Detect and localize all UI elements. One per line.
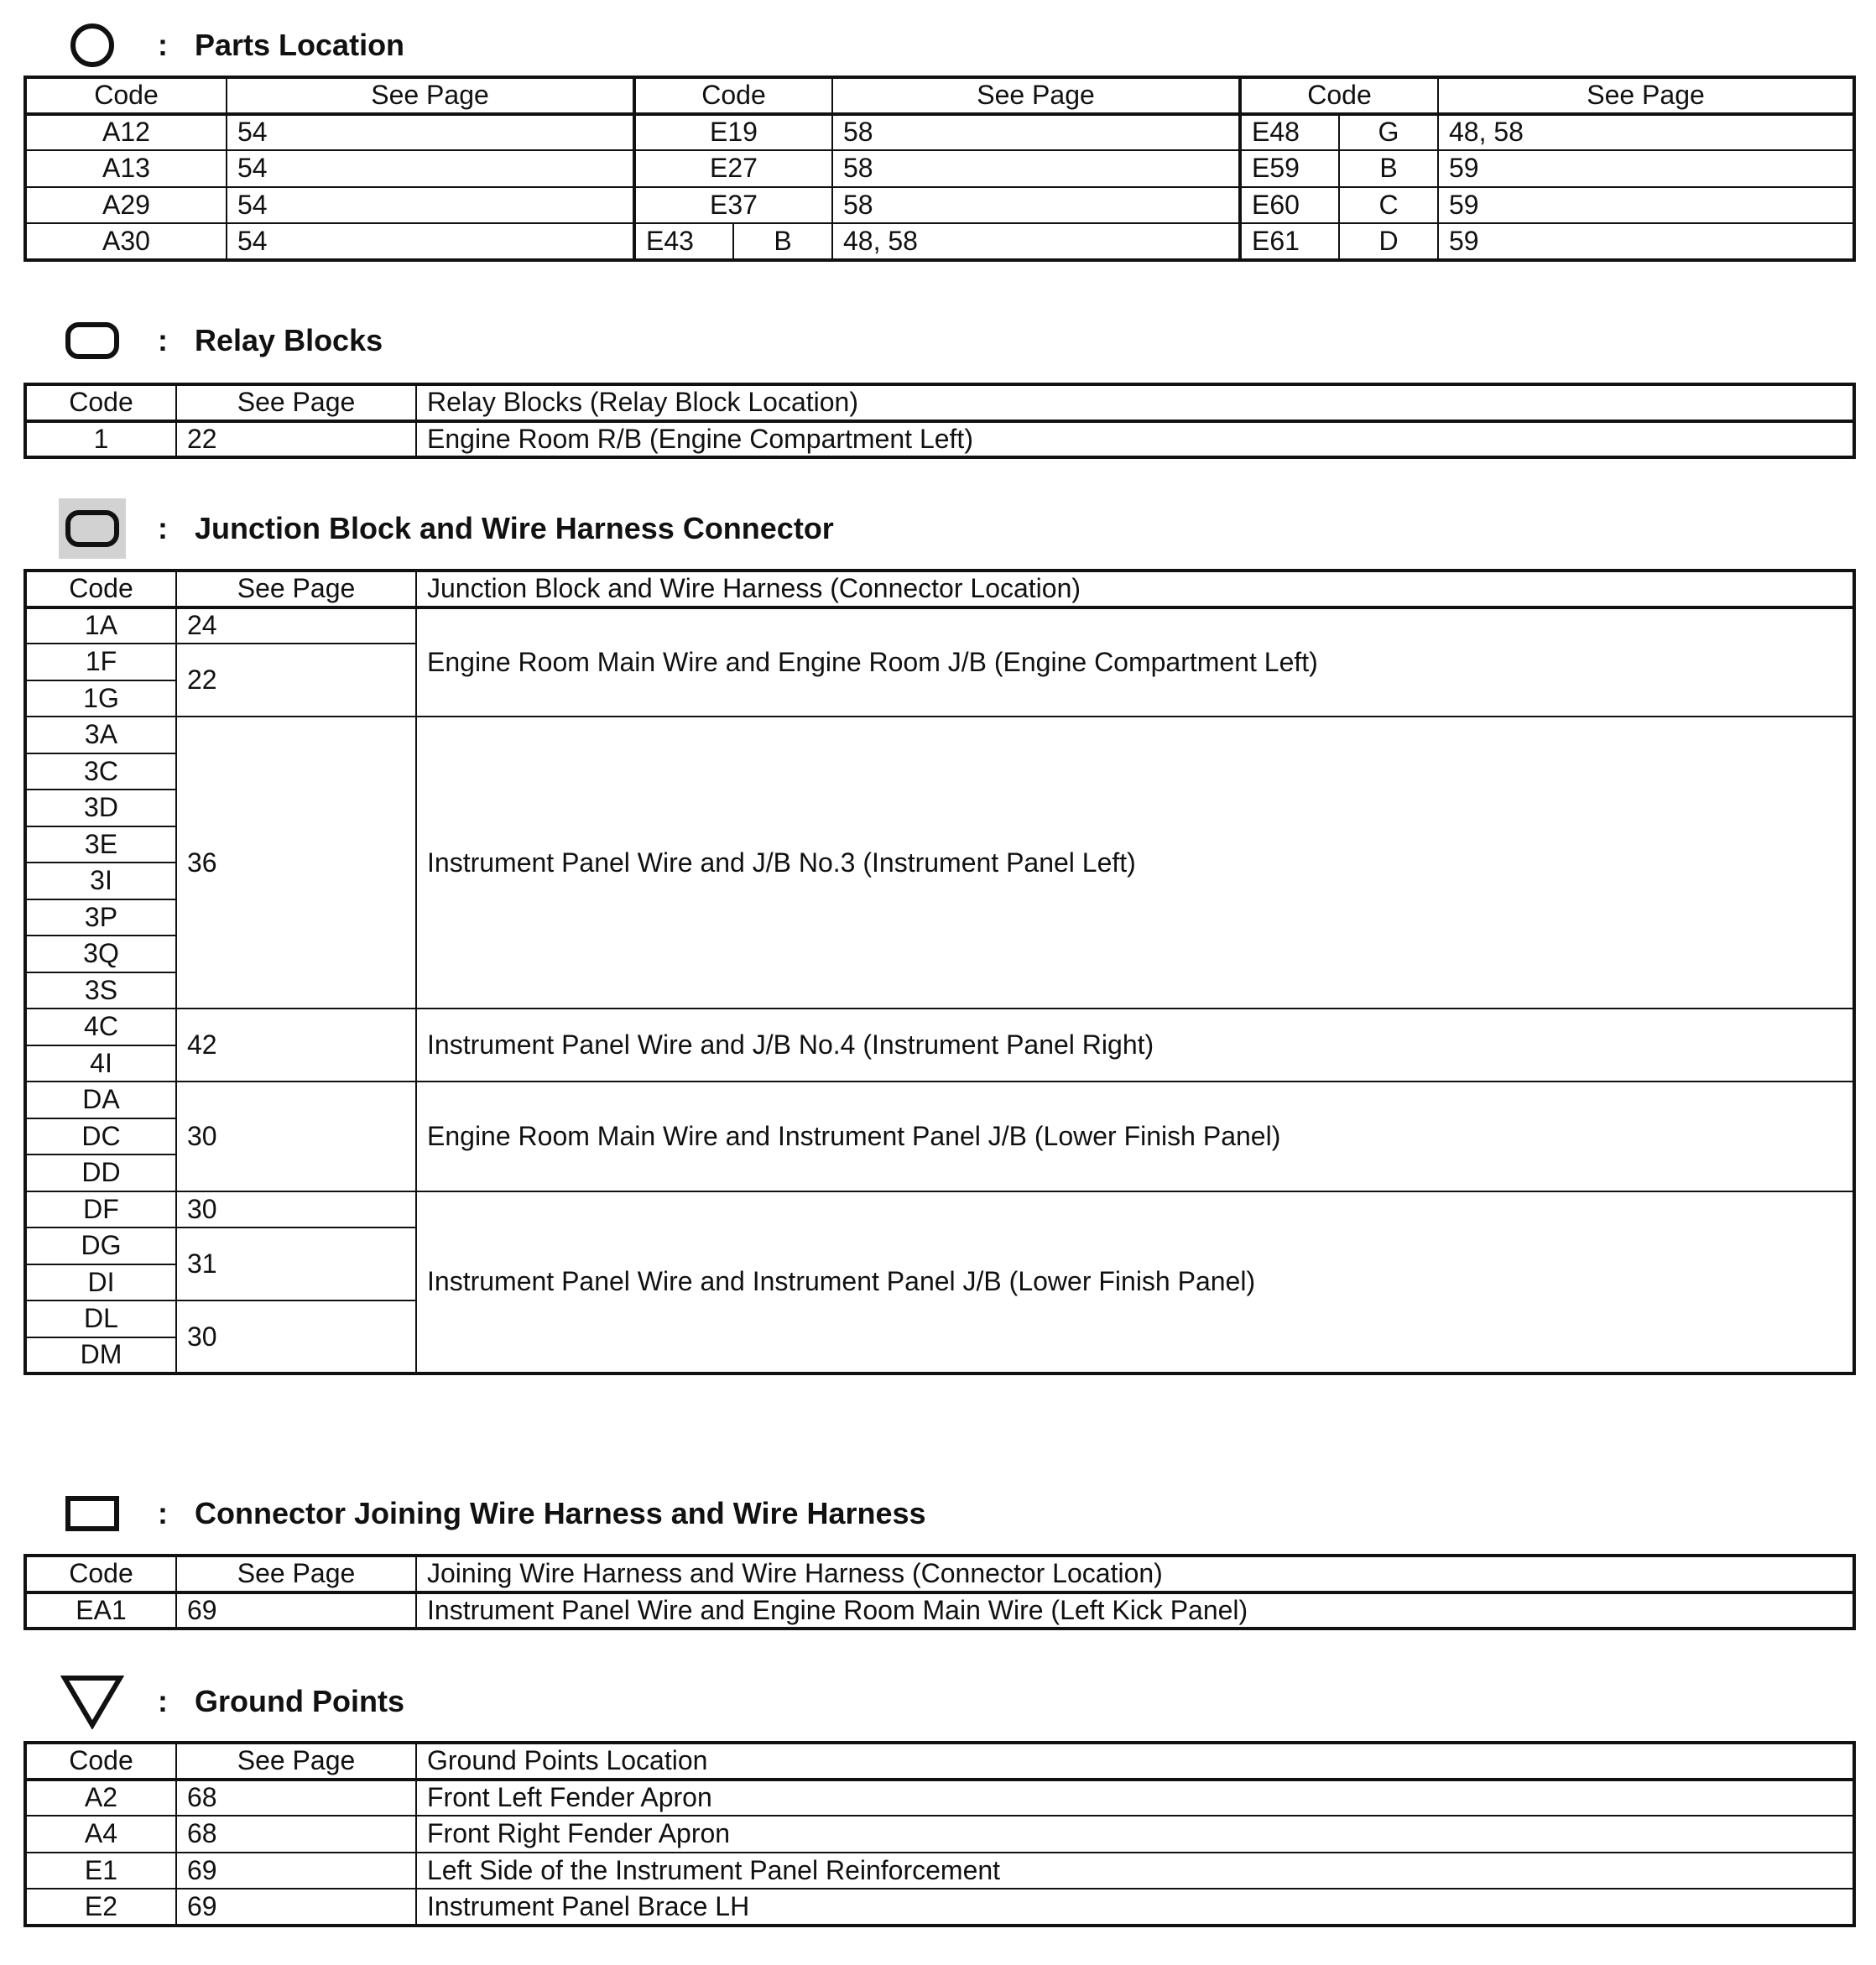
page-cell: 58 <box>832 114 1240 151</box>
code-cell: 1 <box>25 421 176 458</box>
code-cell: A30 <box>25 223 227 260</box>
table-header-row <box>25 77 1854 114</box>
code-cell: 3I <box>25 863 176 899</box>
relay-blocks-heading <box>50 307 383 374</box>
code-cell: DC <box>25 1118 176 1155</box>
table-row <box>25 1191 1854 1228</box>
header-description: Junction Block and Wire Harness (Connector Location) <box>416 571 1854 607</box>
code-cell: E59 <box>1240 150 1339 187</box>
table-row <box>25 1816 1854 1853</box>
description-cell: Instrument Panel Wire and Instrument Panel J/B (Lower Finish Panel) <box>416 1191 1854 1374</box>
code-cell: A29 <box>25 187 227 224</box>
header-code: Code <box>1240 77 1438 114</box>
heading-colon: : <box>158 1496 168 1530</box>
rectangle-icon <box>50 1480 134 1547</box>
circle-icon <box>50 12 134 79</box>
code-cell: 3A <box>25 717 176 753</box>
code-cell: E2 <box>25 1889 176 1926</box>
header-code: Code <box>25 77 227 114</box>
page-cell: 54 <box>227 223 634 260</box>
table-row <box>25 114 1854 151</box>
sub-code-cell: B <box>1339 150 1438 187</box>
table-row <box>25 1853 1854 1889</box>
header-code: Code <box>25 1556 176 1592</box>
page-cell: 59 <box>1438 150 1854 187</box>
page-cell: 58 <box>832 187 1240 224</box>
parts-location-table <box>23 76 1856 262</box>
code-cell: A13 <box>25 150 227 187</box>
description-cell: Front Right Fender Apron <box>416 1816 1854 1853</box>
header-code: Code <box>25 1743 176 1780</box>
ground-points-table <box>23 1741 1856 1927</box>
section-title: Parts Location <box>195 28 405 62</box>
ground-points-heading <box>50 1668 404 1735</box>
code-cell: 1F <box>25 644 176 680</box>
code-cell: 3E <box>25 826 176 863</box>
shaded-rounded-rectangle-icon <box>50 495 134 562</box>
page-cell: 22 <box>176 644 416 717</box>
header-see-page: See Page <box>1438 77 1854 114</box>
table-row <box>25 717 1854 753</box>
table-row <box>25 150 1854 187</box>
section-title: Connector Joining Wire Harness and Wire Harness <box>195 1496 926 1530</box>
page-cell: 36 <box>176 717 416 1009</box>
junction-block-heading <box>50 495 834 562</box>
code-cell: DI <box>25 1264 176 1301</box>
page-cell: 30 <box>176 1082 416 1191</box>
table-row <box>25 1009 1854 1045</box>
page-cell: 24 <box>176 607 416 644</box>
code-cell: E60 <box>1240 187 1339 224</box>
page-cell: 59 <box>1438 223 1854 260</box>
description-cell: Instrument Panel Brace LH <box>416 1889 1854 1926</box>
code-cell: DM <box>25 1337 176 1374</box>
code-cell: A2 <box>25 1780 176 1816</box>
header-see-page: See Page <box>176 1556 416 1592</box>
page-cell: 68 <box>176 1780 416 1816</box>
code-cell: E27 <box>634 150 832 187</box>
header-see-page: See Page <box>176 1743 416 1780</box>
code-cell: DF <box>25 1191 176 1228</box>
header-see-page: See Page <box>176 384 416 421</box>
page-cell: 31 <box>176 1227 416 1300</box>
table-header-row <box>25 571 1854 607</box>
header-description: Joining Wire Harness and Wire Harness (Connector Location) <box>416 1556 1854 1592</box>
table-row <box>25 421 1854 458</box>
heading-colon: : <box>158 511 168 545</box>
table-row <box>25 1082 1854 1118</box>
code-cell: DA <box>25 1082 176 1118</box>
page-cell: 54 <box>227 187 634 224</box>
heading-colon: : <box>158 323 168 357</box>
code-cell: E37 <box>634 187 832 224</box>
heading-colon: : <box>158 1684 168 1718</box>
code-cell: E43 <box>634 223 733 260</box>
sub-code-cell: G <box>1339 114 1438 151</box>
code-cell: 1G <box>25 680 176 717</box>
description-cell: Front Left Fender Apron <box>416 1780 1854 1816</box>
heading-colon: : <box>158 28 168 62</box>
header-see-page: See Page <box>227 77 634 114</box>
code-cell: E19 <box>634 114 832 151</box>
code-cell: E1 <box>25 1853 176 1889</box>
description-cell: Left Side of the Instrument Panel Reinforcement <box>416 1853 1854 1889</box>
sub-code-cell: B <box>733 223 832 260</box>
code-cell: 3P <box>25 899 176 936</box>
section-title: Junction Block and Wire Harness Connector <box>195 511 834 545</box>
code-cell: 3S <box>25 972 176 1009</box>
description-cell: Engine Room R/B (Engine Compartment Left) <box>416 421 1854 458</box>
table-row <box>25 223 1854 260</box>
table-row <box>25 1592 1854 1629</box>
code-cell: 3Q <box>25 936 176 972</box>
page-cell: 54 <box>227 114 634 151</box>
connector-joining-heading <box>50 1480 926 1547</box>
sub-code-cell: C <box>1339 187 1438 224</box>
header-code: Code <box>25 571 176 607</box>
parts-location-heading <box>50 12 404 79</box>
page-cell: 69 <box>176 1889 416 1926</box>
sub-code-cell: D <box>1339 223 1438 260</box>
description-cell: Engine Room Main Wire and Engine Room J/B (Engine Compartment Left) <box>416 607 1854 717</box>
page-cell: 68 <box>176 1816 416 1853</box>
page-cell: 69 <box>176 1592 416 1629</box>
page-cell: 48, 58 <box>832 223 1240 260</box>
code-cell: EA1 <box>25 1592 176 1629</box>
header-description: Ground Points Location <box>416 1743 1854 1780</box>
section-title: Relay Blocks <box>195 323 383 357</box>
header-description: Relay Blocks (Relay Block Location) <box>416 384 1854 421</box>
code-cell: 3C <box>25 753 176 790</box>
table-row <box>25 1889 1854 1926</box>
table-row <box>25 1780 1854 1816</box>
code-cell: E48 <box>1240 114 1339 151</box>
code-cell: DL <box>25 1300 176 1337</box>
code-cell: E61 <box>1240 223 1339 260</box>
code-cell: 4I <box>25 1045 176 1082</box>
code-cell: DD <box>25 1155 176 1191</box>
page-cell: 30 <box>176 1191 416 1228</box>
page-cell: 58 <box>832 150 1240 187</box>
page-cell: 54 <box>227 150 634 187</box>
section-title: Ground Points <box>195 1684 404 1718</box>
code-cell: DG <box>25 1227 176 1264</box>
down-triangle-icon <box>50 1668 134 1735</box>
rounded-rectangle-icon <box>50 307 134 374</box>
header-code: Code <box>634 77 832 114</box>
header-see-page: See Page <box>176 571 416 607</box>
header-see-page: See Page <box>832 77 1240 114</box>
table-row <box>25 187 1854 224</box>
table-header-row <box>25 1743 1854 1780</box>
page-cell: 42 <box>176 1009 416 1082</box>
code-cell: 3D <box>25 790 176 826</box>
description-cell: Instrument Panel Wire and Engine Room Main Wire (Left Kick Panel) <box>416 1592 1854 1629</box>
description-cell: Engine Room Main Wire and Instrument Panel J/B (Lower Finish Panel) <box>416 1082 1854 1191</box>
connector-joining-table <box>23 1554 1856 1630</box>
description-cell: Instrument Panel Wire and J/B No.3 (Instrument Panel Left) <box>416 717 1854 1009</box>
table-row <box>25 607 1854 644</box>
page-cell: 48, 58 <box>1438 114 1854 151</box>
table-header-row <box>25 384 1854 421</box>
code-cell: 4C <box>25 1009 176 1045</box>
header-code: Code <box>25 384 176 421</box>
relay-blocks-table <box>23 383 1856 459</box>
code-cell: A4 <box>25 1816 176 1853</box>
junction-block-table <box>23 569 1856 1375</box>
description-cell: Instrument Panel Wire and J/B No.4 (Instrument Panel Right) <box>416 1009 1854 1082</box>
page-cell: 22 <box>176 421 416 458</box>
page-cell: 59 <box>1438 187 1854 224</box>
code-cell: 1A <box>25 607 176 644</box>
code-cell: A12 <box>25 114 227 151</box>
page-cell: 69 <box>176 1853 416 1889</box>
table-header-row <box>25 1556 1854 1592</box>
page-cell: 30 <box>176 1300 416 1373</box>
